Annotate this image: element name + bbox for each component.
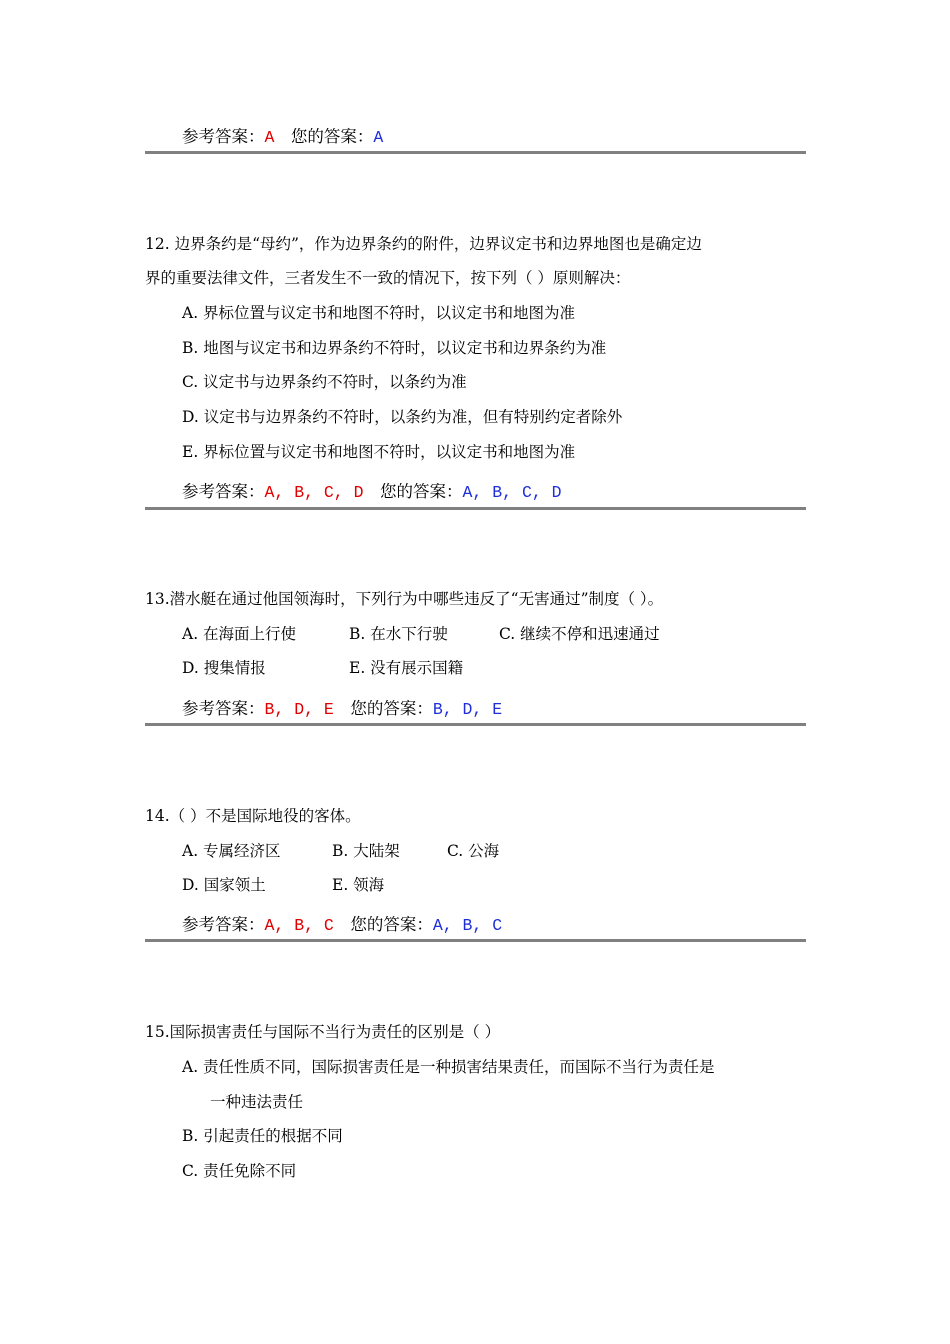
your-answer-label: 您的答案： (290, 127, 374, 146)
question-12-option-e: E. 界标位置与议定书和地图不符时，以议定书和地图为准 (182, 443, 576, 461)
question-13-option-a: A. 在海面上行使 (182, 625, 297, 643)
question-13-option-e: E. 没有展示国籍 (349, 659, 464, 677)
question-13-option-c: C. 继续不停和迅速通过 (499, 625, 660, 643)
your-answer-value: B, D, E (432, 700, 503, 719)
answer-row-q13 (182, 699, 502, 720)
question-13-option-d: D. 搜集情报 (182, 659, 266, 677)
reference-answer-value: A (264, 128, 275, 147)
question-12-stem-line-1: 12. 边界条约是“母约”，作为边界条约的附件，边界议定书和边界地图也是确定边 (145, 235, 702, 253)
question-14-option-a: A. 专属经济区 (182, 842, 281, 860)
question-12-option-c: C. 议定书与边界条约不符时，以条约为准 (182, 373, 467, 391)
question-15-option-c: C. 责任免除不同 (182, 1162, 297, 1180)
divider (145, 939, 806, 942)
question-15-option-b: B. 引起责任的根据不同 (182, 1127, 343, 1145)
your-answer-value: A, B, C (432, 916, 503, 935)
question-12-stem-line-2: 界的重要法律文件，三者发生不一致的情况下，按下列（ ）原则解决： (145, 269, 631, 287)
question-12-option-a: A. 界标位置与议定书和地图不符时，以议定书和地图为准 (182, 304, 576, 322)
question-14-option-b: B. 大陆架 (332, 842, 400, 860)
your-answer-label: 您的答案： (350, 699, 433, 718)
question-15-option-a-line-1: A. 责任性质不同，国际损害责任是一种损害结果责任，而国际不当行为责任是 (182, 1058, 715, 1076)
reference-answer-label: 参考答案： (182, 915, 265, 934)
question-14-stem: 14.（ ）不是国际地役的客体。 (145, 807, 361, 825)
reference-answer-label: 参考答案： (182, 482, 265, 501)
question-15-option-a-line-2: 一种违法责任 (210, 1093, 304, 1111)
reference-answer-label: 参考答案： (182, 127, 265, 146)
your-answer-value: A (373, 128, 384, 147)
question-13-option-b: B. 在水下行驶 (349, 625, 448, 643)
question-12-option-d: D. 议定书与边界条约不符时，以条约为准，但有特别约定者除外 (182, 408, 623, 426)
answer-row-q11 (182, 127, 383, 148)
reference-answer-value: A, B, C, D (264, 483, 364, 502)
reference-answer-label: 参考答案： (182, 699, 265, 718)
question-15-stem: 15.国际损害责任与国际不当行为责任的区别是（ ） (145, 1023, 501, 1041)
divider (145, 507, 806, 510)
question-14-option-c: C. 公海 (447, 842, 500, 860)
divider (145, 723, 806, 726)
answer-row-q14 (182, 915, 502, 936)
reference-answer-value: A, B, C (264, 916, 334, 935)
divider (145, 151, 806, 154)
your-answer-value: A, B, C, D (462, 483, 562, 502)
question-12-option-b: B. 地图与议定书和边界条约不符时，以议定书和边界条约为准 (182, 339, 607, 357)
answer-row-q12 (182, 482, 562, 503)
your-answer-label: 您的答案： (350, 915, 433, 934)
question-13-stem: 13.潜水艇在通过他国领海时，下列行为中哪些违反了“无害通过”制度（ ）。 (145, 590, 664, 608)
your-answer-label: 您的答案： (380, 482, 463, 501)
question-14-option-e: E. 领海 (332, 876, 385, 894)
question-14-option-d: D. 国家领土 (182, 876, 266, 894)
reference-answer-value: B, D, E (264, 700, 334, 719)
